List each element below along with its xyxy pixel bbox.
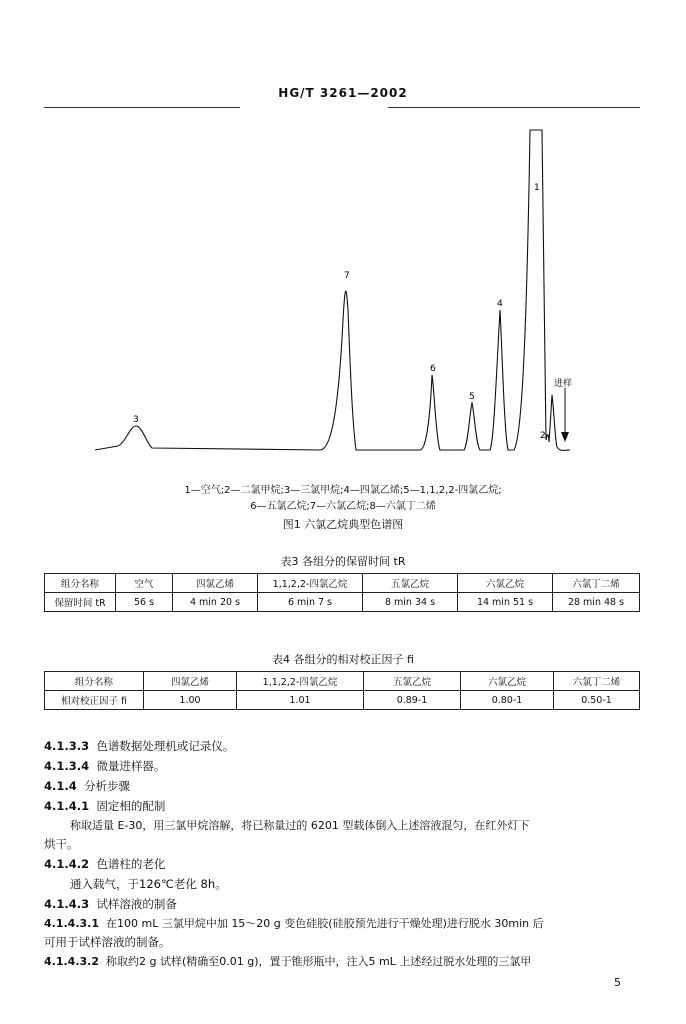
table-cell: 14 min 51 s [458,593,553,612]
figure-caption: 图1 六氯乙烷典型色谱图 [282,518,404,531]
table-cell: 1,1,2,2-四氯乙烷 [258,574,363,593]
table-cell: 6 min 7 s [258,593,363,612]
table-row [45,574,640,593]
table-cell: 保留时间 tR [45,593,116,612]
body-line: 4.1.4.1 固定相的配制 [44,799,166,813]
body-line: 4.1.3.3 色谱数据处理机或记录仪。 [44,739,235,753]
table-cell: 组分名称 [45,672,144,691]
table-cell: 六氯乙烷 [461,672,554,691]
peak-label: 6 [430,364,436,374]
table-cell: 56 s [116,593,173,612]
peak-label: 7 [344,271,350,281]
injection-label: 进样 [554,379,573,389]
table-cell: 8 min 34 s [363,593,458,612]
body-line: 烘干。 [44,837,79,851]
table-cell: 1.01 [237,691,364,710]
body-line: 通入载气，于126℃老化 8h。 [70,877,227,891]
table-cell: 四氯乙烯 [144,672,237,691]
table-cell: 0.89-1 [364,691,461,710]
standard-number-header: HG/T 3261—2002 [278,86,408,100]
table-cell: 28 min 48 s [553,593,640,612]
body-line: 4.1.4.3 试样溶液的制备 [44,897,177,911]
figure-legend-line-2: 6—五氯乙烷;7—六氯乙烷;8—六氯丁二烯 [250,501,436,512]
table-cell: 空气 [116,574,173,593]
table-row [45,672,640,691]
table4-title: 表4 各组分的相对校正因子 fi [272,653,414,666]
chromatogram-trace [95,130,573,450]
peak-label: 5 [469,392,475,402]
body-line: 4.1.3.4 微量进样器。 [44,759,166,773]
body-line: 4.1.4 分析步骤 [44,779,131,793]
chromatogram-figure [0,120,686,480]
injection-arrow-head [561,432,569,442]
table-cell: 0.50-1 [554,691,640,710]
table3 [44,573,640,612]
table-cell: 1.00 [144,691,237,710]
table-cell: 相对校正因子 fi [45,691,144,710]
table-row [45,593,640,612]
table-cell: 六氯丁二烯 [554,672,640,691]
page-number: 5 [614,976,621,989]
peak-label: 1 [534,183,540,193]
peak-label: 2 [540,431,546,441]
figure-legend-line-1: 1—空气;2—二氯甲烷;3—三氯甲烷;4—四氯乙烯;5—1,1,2,2-四氯乙烷; [184,485,502,496]
table-cell: 1,1,2,2-四氯乙烷 [237,672,364,691]
table-cell: 四氯乙烯 [173,574,258,593]
peak-label: 3 [133,415,139,425]
table-row [45,691,640,710]
body-line: 4.1.4.3.2 称取约2 g 试样(精确至0.01 g)，置于锥形瓶中，注入5 mL 上述经过脱水处理的三氯甲 [44,955,532,968]
table-cell: 0.80-1 [461,691,554,710]
body-line: 4.1.4.3.1 在100 mL 三氯甲烷中加 15～20 g 变色硅胶(硅胶预先进行干燥处理)进行脱水 30min 后 [44,917,544,930]
table3-title: 表3 各组分的保留时间 tR [280,555,406,568]
table-cell: 六氯乙烷 [458,574,553,593]
table-cell: 五氯乙烷 [364,672,461,691]
table4 [44,671,640,710]
body-line: 可用于试样溶液的制备。 [44,935,171,949]
table-cell: 组分名称 [45,574,116,593]
table-cell: 五氯乙烷 [363,574,458,593]
table-cell: 六氯丁二烯 [553,574,640,593]
header-rule-left [44,107,240,108]
table-cell: 4 min 20 s [173,593,258,612]
body-line: 4.1.4.2 色谱柱的老化 [44,857,166,871]
header-rule-right [388,107,640,108]
body-line: 称取适量 E-30，用三氯甲烷溶解，将已称量过的 6201 型载体倒入上述溶液混匀，在红外灯下 [70,819,530,832]
peak-label: 4 [497,299,503,309]
